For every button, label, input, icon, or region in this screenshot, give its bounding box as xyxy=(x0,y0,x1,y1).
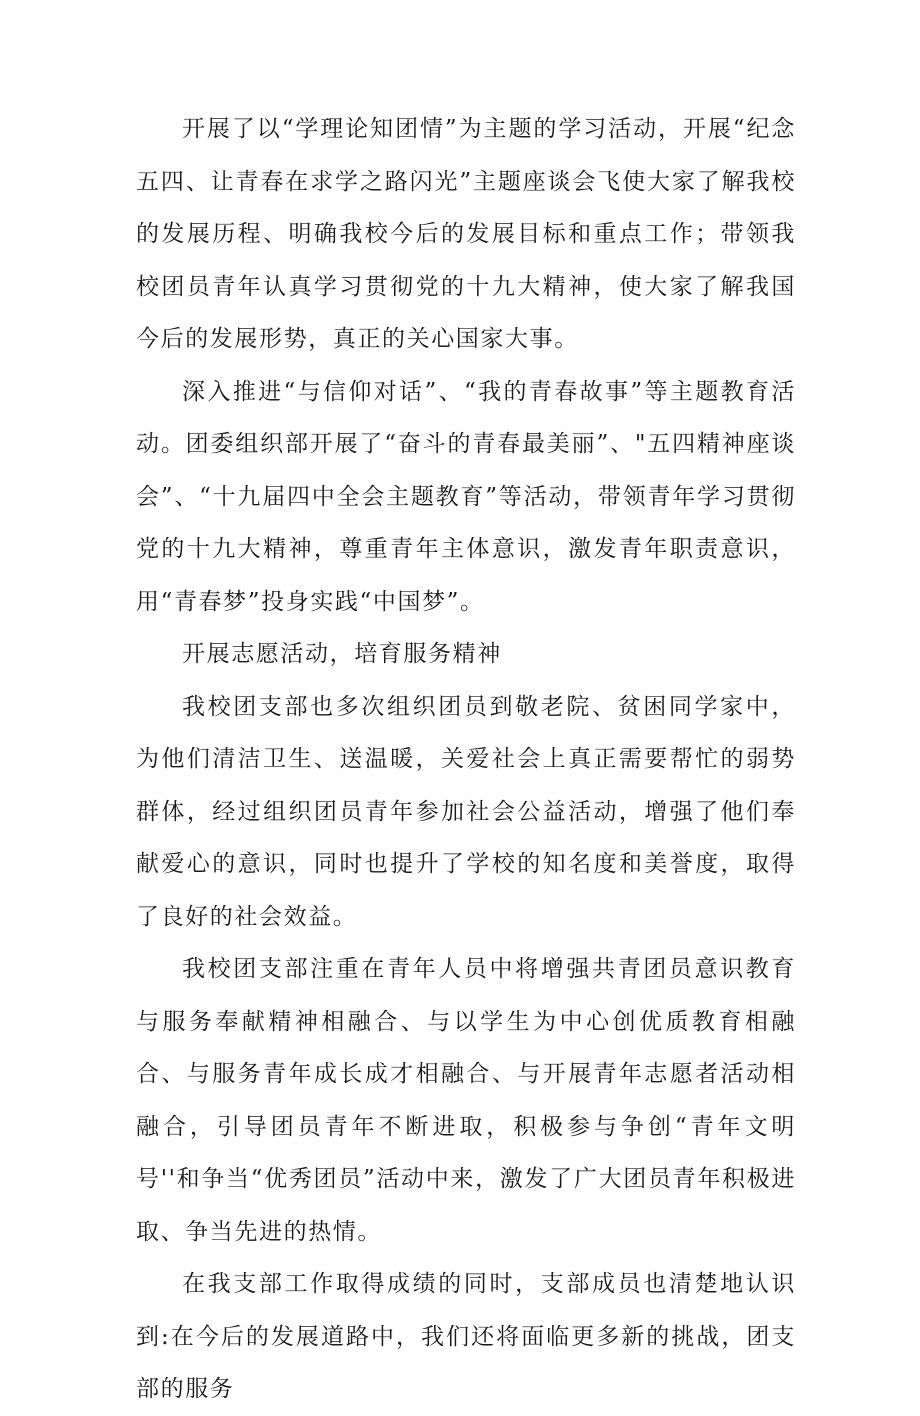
paragraph-theme-education: 深入推进“与信仰对话”、“我的青春故事”等主题教育活动。团委组织部开展了“奋斗的青春最美丽”、"五四精神座谈会”、“十九届四中全会主题教育”等活动，带领青年学习贯彻党的十九大精神，尊重青年主体意识，激发青年职责意识，用“青春梦”投身实践“中国梦”。 xyxy=(136,378,796,615)
paragraph-study-activities: 开展了以“学理论知团情”为主题的学习活动，开展“纪念五四、让青春在求学之路闪光”主题座谈会飞使大家了解我校的发展历程、明确我校今后的发展目标和重点工作；带领我校团员青年认真学习贯彻党的十九大精神，使大家了解我国今后的发展形势，真正的关心国家大事。 xyxy=(136,116,796,352)
paragraph-volunteer-heading: 开展志愿活动，培育服务精神 xyxy=(182,641,502,667)
paragraph-future-challenges: 在我支部工作取得成绩的同时，支部成员也清楚地认识到:在今后的发展道路中，我们还将面临更多新的挑战，团支部的服务 xyxy=(136,1271,796,1402)
paragraph-awareness-education: 我校团支部注重在青年人员中将增强共青团员意识教育与服务奉献精神相融合、与以学生为中心创优质教育相融合、与服务青年成长成才相融合、与开展青年志愿者活动相融合，引导团员青年不断进取，积极参与争创“青年文明号''和争当“优秀团员”活动中来，激发了广大团员青年积极进取、争当先进的热情。 xyxy=(136,956,796,1245)
paragraph-volunteer-work: 我校团支部也多次组织团员到敬老院、贫困同学家中，为他们清洁卫生、送温暖，关爱社会上真正需要帮忙的弱势群体，经过组织团员青年参加社会公益活动，增强了他们奉献爱心的意识，同时也提升了学校的知名度和美誉度，取得了良好的社会效益。 xyxy=(136,693,796,930)
document-body xyxy=(136,103,796,1416)
